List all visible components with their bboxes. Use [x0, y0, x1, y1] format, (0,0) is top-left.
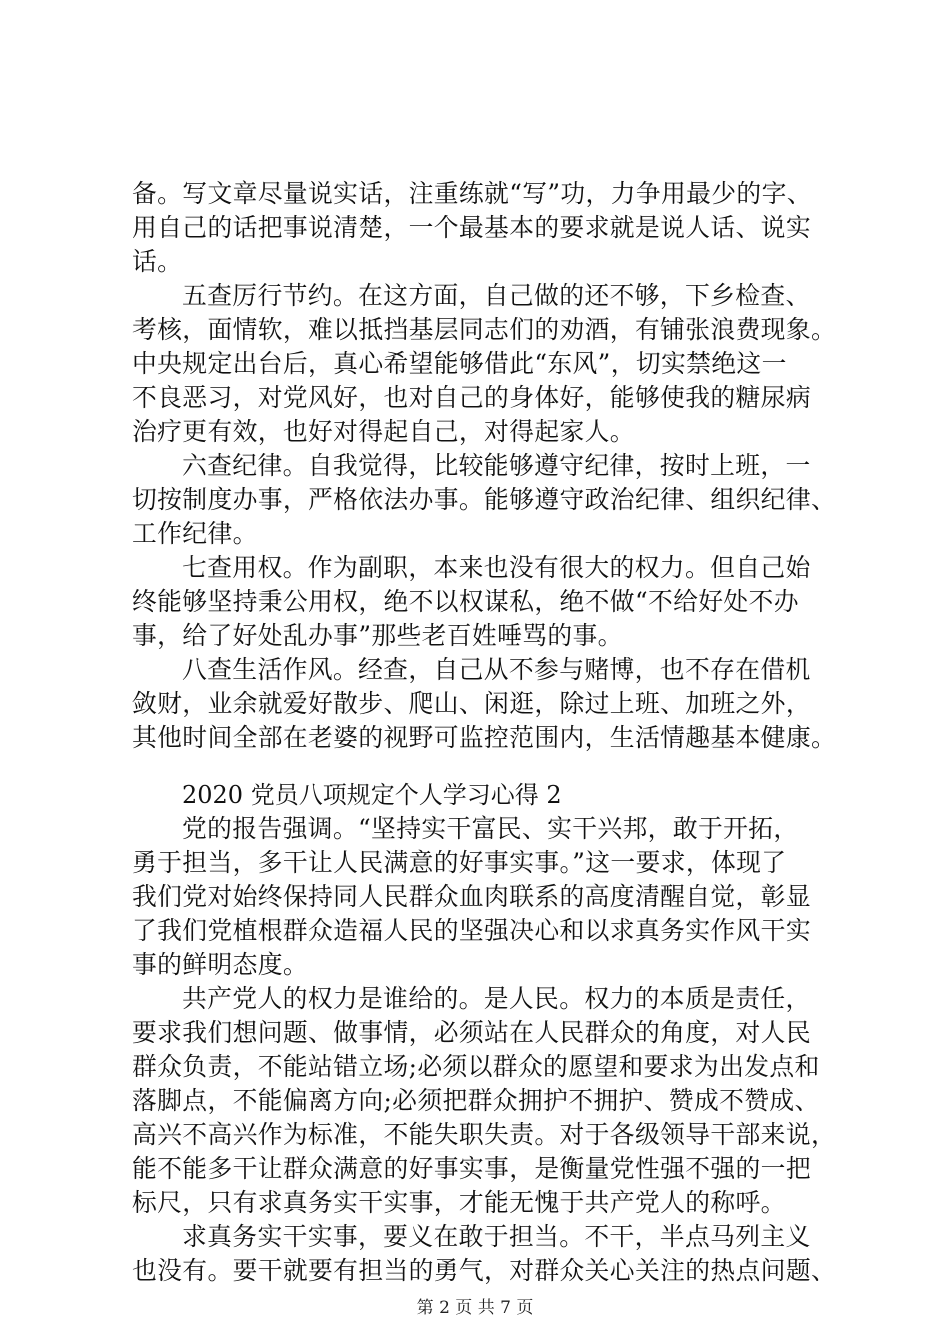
text-line: 了我们党植根群众造福人民的坚强决心和以求真务实作风干实 — [132, 916, 811, 945]
text-line: 我们党对始终保持同人民群众血肉联系的高度清醒自觉，彰显 — [132, 882, 811, 911]
text-line: 群众负责，不能站错立场;必须以群众的愿望和要求为出发点和 — [132, 1052, 820, 1081]
text-line: 切按制度办事，严格依法办事。能够遵守政治纪律、组织纪律、 — [132, 485, 837, 514]
text-line: 也没有。要干就要有担当的勇气，对群众关心关注的热点问题、 — [132, 1256, 837, 1285]
paragraph-start: 五查厉行节约。在这方面，自己做的还不够，下乡检查、 — [182, 281, 811, 310]
text-line: 考核，面情软，难以抵挡基层同志们的劝酒，有铺张浪费现象。 — [132, 315, 837, 344]
text-line: 备。写文章尽量说实话，注重练就“写”功，力争用最少的字、 — [132, 179, 812, 208]
paragraph-start: 党的报告强调。“坚持实干富民、实干兴邦，敢于开拓， — [182, 814, 799, 843]
paragraph-start: 八查生活作风。经查，自己从不参与赌博，也不存在借机 — [182, 655, 811, 684]
text-line: 不良恶习，对党风好，也对自己的身体好，能够使我的糖尿病 — [132, 383, 811, 412]
section-heading: 2020 党员八项规定个人学习心得 2 — [182, 781, 562, 809]
text-line: 事，给了好处乱办事”那些老百姓唾骂的事。 — [132, 621, 623, 650]
text-line: 敛财，业余就爱好散步、爬山、闲逛，除过上班、加班之外， — [132, 689, 811, 718]
text-line: 勇于担当，多干让人民满意的好事实事。”这一要求，体现了 — [132, 848, 787, 877]
text-line: 高兴不高兴作为标准，不能失职失责。对于各级领导干部来说， — [132, 1120, 837, 1149]
text-line: 治疗更有效，也好对得起自己，对得起家人。 — [132, 417, 635, 446]
page-footer: 第 2 页 共 7 页 — [416, 1298, 534, 1318]
paragraph-start: 共产党人的权力是谁给的。是人民。权力的本质是责任， — [182, 984, 811, 1013]
text-line: 话。 — [132, 247, 183, 276]
text-line: 能不能多干让群众满意的好事实事，是衡量党性强不强的一把 — [132, 1154, 811, 1183]
text-line: 标尺，只有求真务实干实事，才能无愧于共产党人的称呼。 — [132, 1188, 786, 1217]
text-line: 其他时间全部在老婆的视野可监控范围内，生活情趣基本健康。 — [132, 723, 837, 752]
text-line: 中央规定出台后，真心希望能够借此“东风”，切实禁绝这一 — [132, 349, 787, 378]
text-line: 事的鲜明态度。 — [132, 950, 309, 979]
text-line: 工作纪律。 — [132, 519, 258, 548]
paragraph-start: 求真务实干实事，要义在敢于担当。不干，半点马列主义 — [182, 1222, 811, 1251]
text-line: 用自己的话把事说清楚，一个最基本的要求就是说人话、说实 — [132, 213, 811, 242]
paragraph-start: 六查纪律。自我觉得，比较能够遵守纪律，按时上班，一 — [182, 451, 811, 480]
text-line: 要求我们想问题、做事情，必须站在人民群众的角度，对人民 — [132, 1018, 811, 1047]
text-line: 落脚点，不能偏离方向;必须把群众拥护不拥护、赞成不赞成、 — [132, 1086, 820, 1115]
paragraph-start: 七查用权。作为副职，本来也没有很大的权力。但自己始 — [182, 553, 811, 582]
text-line: 终能够坚持秉公用权，绝不以权谋私，绝不做“不给好处不办 — [132, 587, 799, 616]
